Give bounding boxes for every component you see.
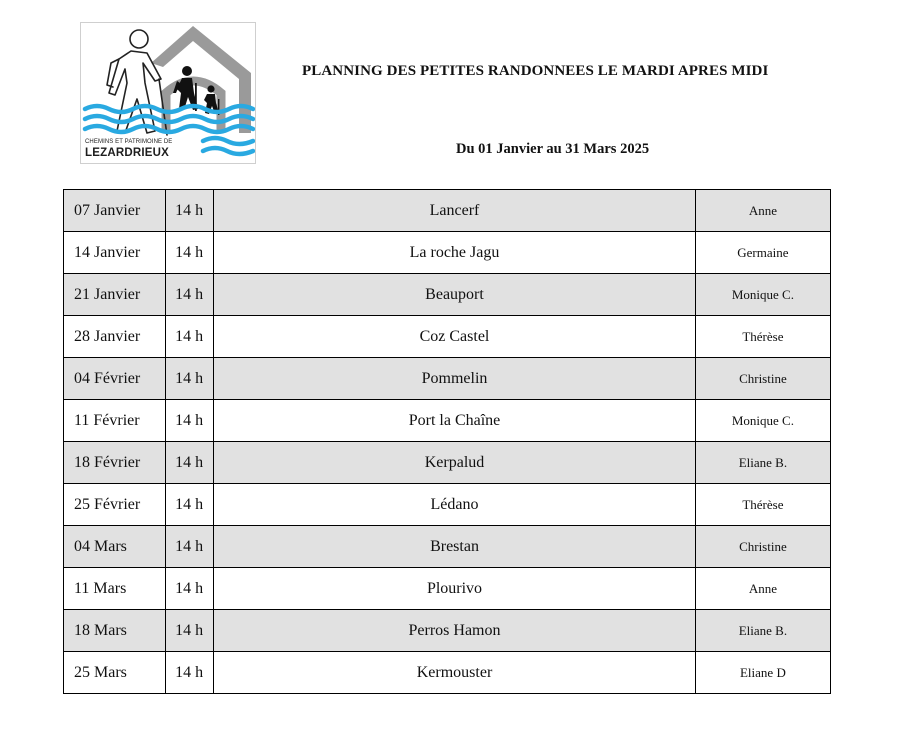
time-cell: 14 h (166, 232, 214, 274)
date-cell: 14 Janvier (64, 232, 166, 274)
place-cell: La roche Jagu (214, 232, 696, 274)
place-cell: Pommelin (214, 358, 696, 400)
date-cell: 25 Mars (64, 652, 166, 694)
leader-cell: Monique C. (695, 274, 830, 316)
leader-cell: Eliane D (695, 652, 830, 694)
time-cell: 14 h (166, 274, 214, 316)
time-cell: 14 h (166, 484, 214, 526)
place-cell: Perros Hamon (214, 610, 696, 652)
time-cell: 14 h (166, 652, 214, 694)
table-row (64, 190, 831, 232)
table-row (64, 442, 831, 484)
place-cell: Brestan (214, 526, 696, 568)
leader-cell: Germaine (695, 232, 830, 274)
place-cell: Kermouster (214, 652, 696, 694)
table-row (64, 652, 831, 694)
club-logo (80, 22, 256, 164)
time-cell: 14 h (166, 442, 214, 484)
time-cell: 14 h (166, 610, 214, 652)
table-row (64, 316, 831, 358)
leader-cell: Thérèse (695, 484, 830, 526)
logo-text-small: CHEMINS ET PATRIMOINE DE (85, 139, 173, 145)
logo-text-big: LEZARDRIEUX (85, 147, 169, 159)
leader-cell: Anne (695, 190, 830, 232)
date-cell: 11 Mars (64, 568, 166, 610)
page-title: PLANNING DES PETITES RANDONNEES LE MARDI APRES MIDI (302, 63, 769, 79)
leader-cell: Monique C. (695, 400, 830, 442)
leader-cell: Christine (695, 358, 830, 400)
place-cell: Plourivo (214, 568, 696, 610)
hike-schedule-table (63, 189, 831, 694)
date-cell: 18 Février (64, 442, 166, 484)
place-cell: Coz Castel (214, 316, 696, 358)
date-cell: 28 Janvier (64, 316, 166, 358)
table-row (64, 484, 831, 526)
table-row (64, 274, 831, 316)
leader-cell: Christine (695, 526, 830, 568)
page-subtitle: Du 01 Janvier au 31 Mars 2025 (456, 141, 650, 157)
time-cell: 14 h (166, 358, 214, 400)
table-row (64, 400, 831, 442)
time-cell: 14 h (166, 400, 214, 442)
leader-cell: Eliane B. (695, 610, 830, 652)
table-row (64, 610, 831, 652)
date-cell: 25 Février (64, 484, 166, 526)
place-cell: Port la Chaîne (214, 400, 696, 442)
time-cell: 14 h (166, 568, 214, 610)
date-cell: 18 Mars (64, 610, 166, 652)
leader-cell: Thérèse (695, 316, 830, 358)
time-cell: 14 h (166, 190, 214, 232)
date-cell: 11 Février (64, 400, 166, 442)
place-cell: Kerpalud (214, 442, 696, 484)
time-cell: 14 h (166, 316, 214, 358)
date-cell: 07 Janvier (64, 190, 166, 232)
place-cell: Beauport (214, 274, 696, 316)
time-cell: 14 h (166, 526, 214, 568)
date-cell: 04 Février (64, 358, 166, 400)
leader-cell: Eliane B. (695, 442, 830, 484)
date-cell: 21 Janvier (64, 274, 166, 316)
table-row (64, 568, 831, 610)
table-row (64, 358, 831, 400)
date-cell: 04 Mars (64, 526, 166, 568)
table-row (64, 526, 831, 568)
table-row (64, 232, 831, 274)
place-cell: Lancerf (214, 190, 696, 232)
place-cell: Lédano (214, 484, 696, 526)
leader-cell: Anne (695, 568, 830, 610)
